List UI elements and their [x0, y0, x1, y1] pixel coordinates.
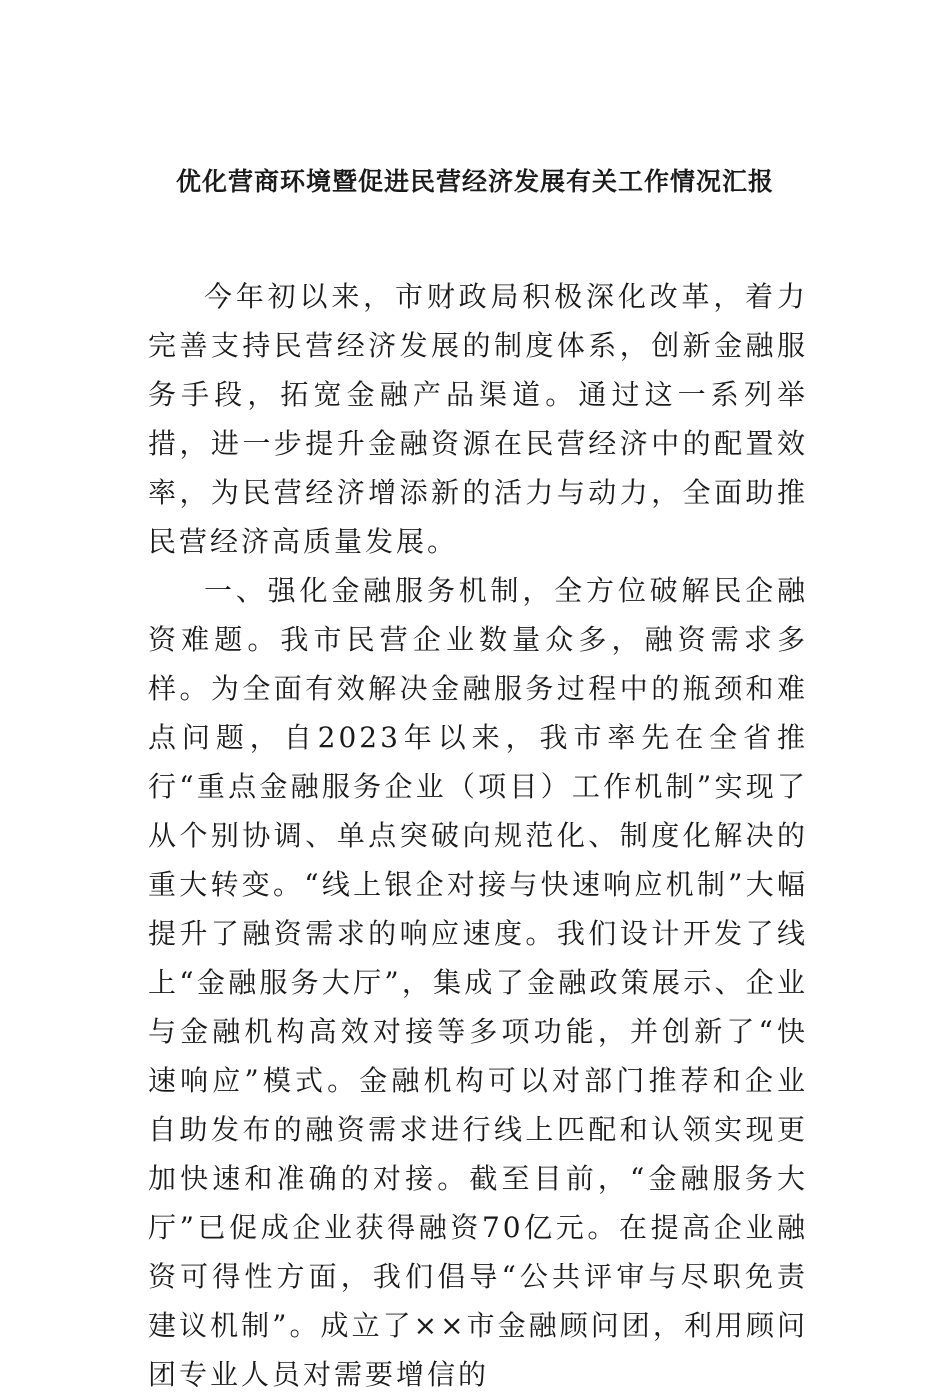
paragraph-section-one: 一、强化金融服务机制，全方位破解民企融资难题。我市民营企业数量众多，融资需求多样。为全面有效解决金融服务过程中的瓶颈和难点问题，自2023年以来，我市率先在全省推行“重点金融服务企业（项目）工作机制”实现了从个别协调、单点突破向规范化、制度化解决的重大转变。“线上银企对接与快速响应机制”大幅提升了融资需求的响应速度。我们设计开发了线上“金融服务大厅”，集成了金融政策展示、企业与金融机构高效对接等多项功能，并创新了“快速响应”模式。金融机构可以对部门推荐和企业自助发布的融资需求进行线上匹配和认领实现更加快速和准确的对接。截至目前，“金融服务大厅”已促成企业获得融资70亿元。在提高企业融资可得性方面，我们倡导“公共评审与尽职免责建议机制”。成立了××市金融顾问团，利用顾问团专业人员对需要增信的	[148, 574, 808, 1391]
paragraph-intro: 今年初以来，市财政局积极深化改革，着力完善支持民营经济发展的制度体系，创新金融服务手段，拓宽金融产品渠道。通过这一系列举措，进一步提升金融资源在民营经济中的配置效率，为民营经济增添新的活力与动力，全面助推民营经济高质量发展。	[148, 280, 808, 558]
document-title: 优化营商环境暨促进民营经济发展有关工作情况汇报	[175, 167, 774, 196]
document-body	[148, 272, 808, 1399]
